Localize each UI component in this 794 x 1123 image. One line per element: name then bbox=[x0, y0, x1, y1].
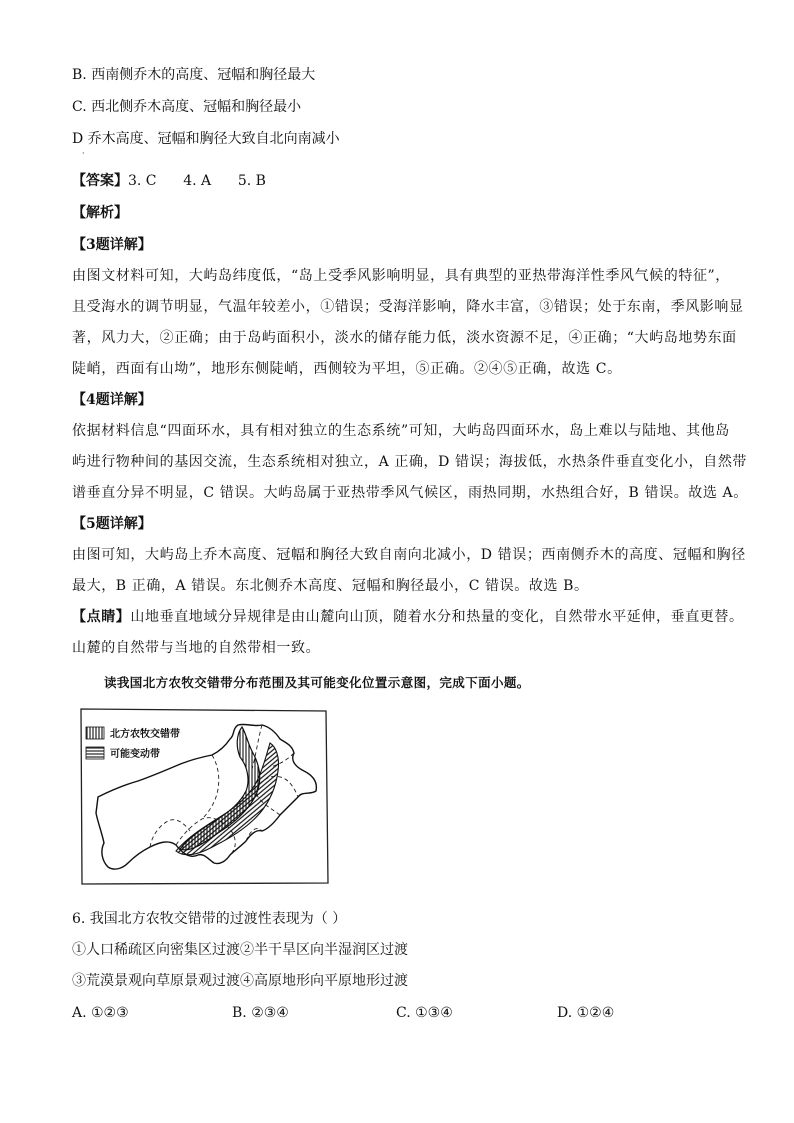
q6-option-c[interactable]: C. ①③④ bbox=[396, 1005, 453, 1021]
legend-label-change: 可能变动带 bbox=[110, 749, 160, 760]
answer-tag: 【答案】 bbox=[72, 173, 128, 189]
q3-line: 著，风力大，②正确；由于岛屿面积小，淡水的储存能力低，淡水资源不足，④正确；“大屿岛地势东面 bbox=[72, 330, 737, 346]
answer-text: 3. C 4. A 5. B bbox=[128, 173, 266, 189]
tip-text: 山地垂直地域分异规律是由山麓向山顶，随着水分和热量的变化，自然带水平延伸，垂直更替。 bbox=[130, 609, 744, 625]
option-c: C. 西北侧乔木高度、冠幅和胸径最小 bbox=[72, 99, 302, 115]
tip-tag: 【点睛】 bbox=[72, 609, 131, 625]
q6-option-b[interactable]: B. ②③④ bbox=[232, 1005, 289, 1021]
q3-heading: 【3题详解】 bbox=[72, 237, 152, 253]
legend-swatch-belt bbox=[86, 727, 104, 739]
q4-line: 屿进行物种间的基因交流，生态系统相对独立，A 正确，D 错误；海拔低，水热条件垂直变化小，自然带 bbox=[72, 454, 748, 470]
answer-line bbox=[72, 171, 266, 191]
q5-line: 最大，B 正确，A 错误。东北侧乔木高度、冠幅和胸径最小，C 错误。故选 B。 bbox=[72, 578, 589, 594]
q6-option-a[interactable]: A. ①②③ bbox=[72, 1005, 129, 1021]
tip-line-2: 山麓的自然带与当地的自然带相一致。 bbox=[72, 640, 321, 656]
q5-line: 由图可知，大屿岛上乔木高度、冠幅和胸径大致自南向北减小，D 错误；西南侧乔木的高度、冠幅和胸径 bbox=[72, 547, 746, 563]
q4-line: 谱垂直分异不明显，C 错误。大屿岛属于亚热带季风气候区，雨热同期，水热组合好，B 错误。故选 A。 bbox=[72, 485, 748, 501]
q3-line: 且受海水的调节明显，气温年较差小，①错误；受海洋影响，降水丰富，③错误；处于东南，季风影响显 bbox=[72, 299, 744, 315]
q6-statement: ③荒漠景观向草原景观过渡④高原地形向平原地形过渡 bbox=[72, 973, 408, 989]
legend-label-belt: 北方农牧交错带 bbox=[110, 729, 180, 740]
q5-heading: 【5题详解】 bbox=[72, 516, 152, 532]
option-b: B. 西南侧乔木的高度、冠幅和胸径最大 bbox=[72, 67, 316, 83]
q4-line: 依据材料信息“四面环水，具有相对独立的生态系统”可知，大屿岛四面环水，岛上难以与陆地、其他岛 bbox=[72, 423, 730, 439]
q3-line: 由图文材料可知，大屿岛纬度低，“岛上受季风影响明显，具有典型的亚热带海洋性季风气候的特征”， bbox=[72, 268, 730, 284]
q6-statement: ①人口稀疏区向密集区过渡②半干旱区向半湿润区过渡 bbox=[72, 942, 408, 958]
q3-line: 陡峭，西面有山坳”，地形东侧陡峭，西侧较为平坦，⑤正确。②④⑤正确，故选 C。 bbox=[72, 361, 622, 377]
analysis-tag: 【解析】 bbox=[72, 205, 128, 221]
agro-pastoral-belt bbox=[180, 727, 260, 850]
legend-swatch-change bbox=[86, 747, 104, 759]
province-boundary bbox=[202, 755, 219, 819]
q4-heading: 【4题详解】 bbox=[72, 392, 152, 408]
tip-line bbox=[72, 607, 744, 627]
option-d: D 乔木高度、冠幅和胸径大致自北向南减小 bbox=[72, 131, 340, 147]
q6-stem: 6. 我国北方农牧交错带的过渡性表现为（ ） bbox=[72, 911, 347, 927]
q6-option-d[interactable]: D. ①②④ bbox=[557, 1005, 615, 1021]
map-intro: 读我国北方农牧交错带分布范围及其可能变化位置示意图，完成下面小题。 bbox=[104, 675, 530, 690]
stray-dot: · bbox=[82, 149, 85, 158]
agro-pastoral-map bbox=[80, 705, 330, 887]
